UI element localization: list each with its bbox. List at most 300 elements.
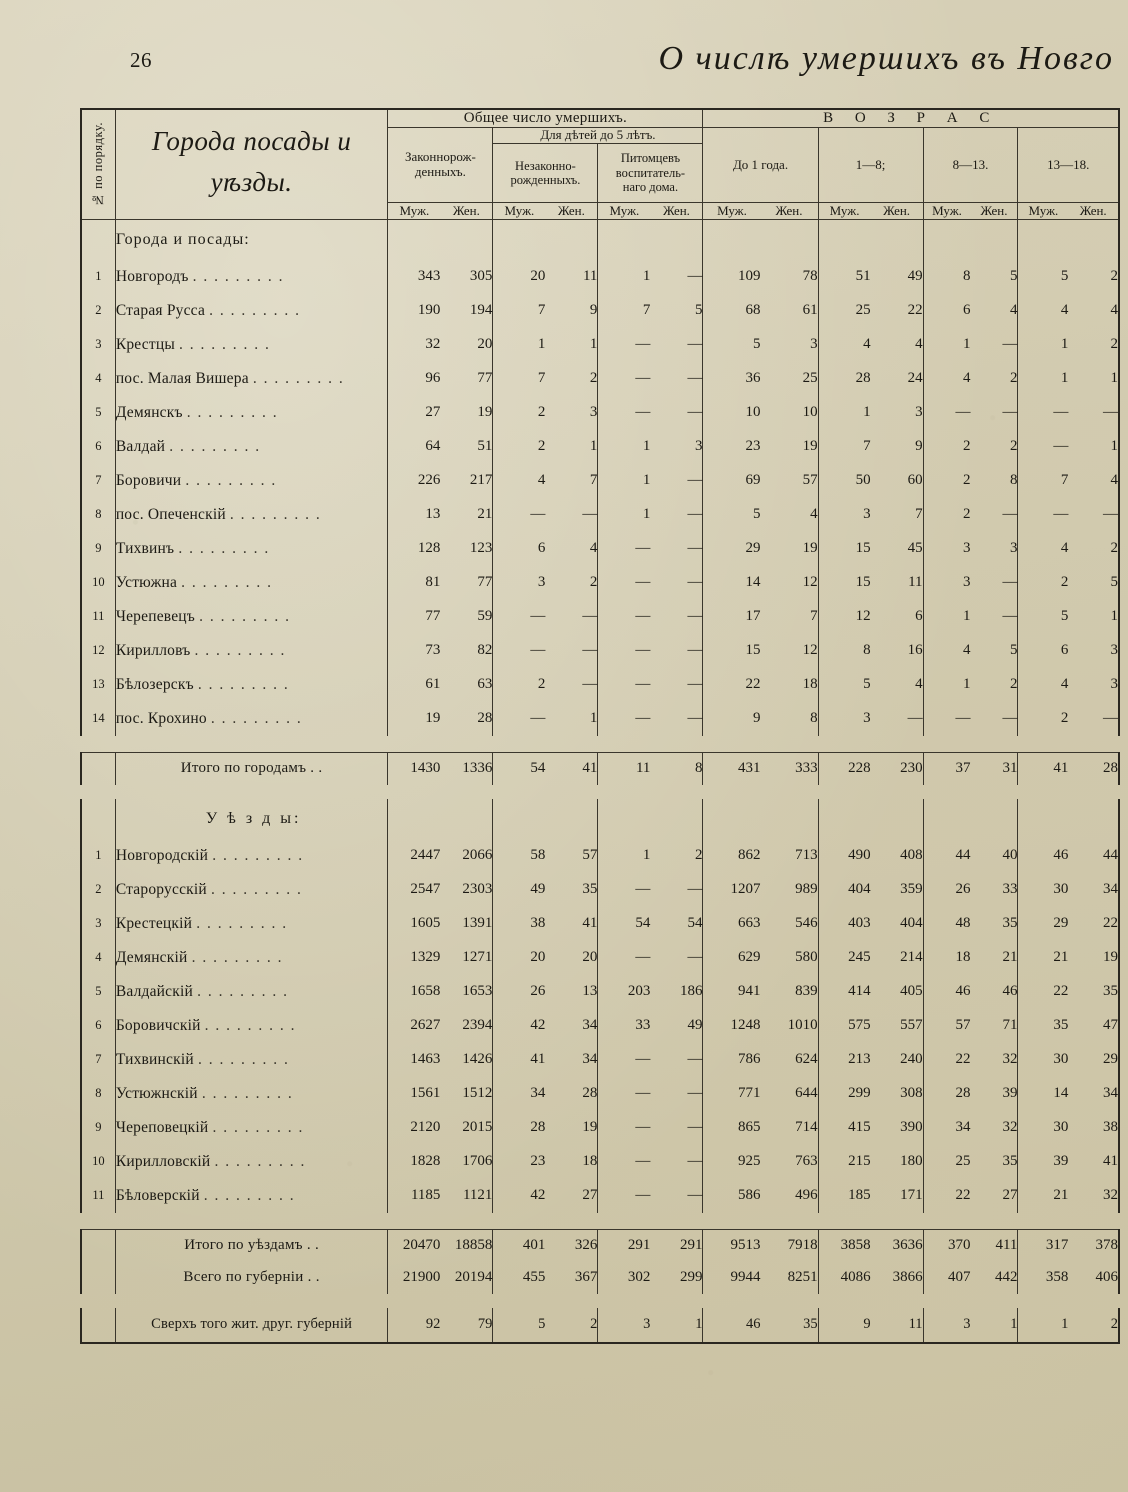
row-label: Крестецкій . . . . . . . . . (115, 907, 388, 941)
table-cell: 22 (923, 1043, 970, 1077)
table-cell: 367 (574, 1269, 598, 1286)
row-index: 12 (81, 634, 115, 668)
table-cell: 414 (818, 975, 871, 1009)
table-cell: 34 (1068, 873, 1119, 907)
col-legitimate-line1: Законнорож- (404, 149, 476, 165)
table-cell: 401 (493, 1229, 546, 1262)
table-cell: 1605 (388, 907, 441, 941)
table-cell: 21 (1018, 941, 1068, 975)
table-cell: 25 (818, 294, 871, 328)
row-index: 7 (81, 464, 115, 498)
table-cell: 14 (703, 566, 761, 600)
table-row[interactable] (81, 634, 1119, 668)
col-age-13-18-header: 13—18. (1018, 128, 1119, 203)
row-index: 3 (81, 328, 115, 362)
row-label: Черепевецъ . . . . . . . . . (115, 600, 388, 634)
table-cell: — (1068, 498, 1119, 532)
col-foundlings-line2: воспитатель- (615, 165, 686, 180)
table-cell: 713 (795, 847, 818, 864)
table-row[interactable] (81, 294, 1119, 328)
section-empty-cell (761, 799, 819, 839)
table-cell: 49 (493, 873, 546, 907)
subheader-8-13-male: Муж. (923, 202, 970, 219)
table-row[interactable] (81, 328, 1119, 362)
table-cell: 26 (923, 873, 970, 907)
table-cell: 35 (1002, 1153, 1018, 1170)
table-cell: 7 (1018, 464, 1068, 498)
section-towns-label: Города и посады: (115, 219, 388, 260)
table-cell: 77 (477, 574, 493, 591)
table-cell: 41 (1018, 752, 1068, 785)
table-cell: — (687, 676, 703, 693)
table-cell: 2 (923, 430, 970, 464)
table-cell: 77 (388, 600, 441, 634)
row-label: Демянскій . . . . . . . . . (115, 941, 388, 975)
running-head: О числѣ умершихъ въ Новго (658, 40, 1114, 77)
subheader-legit-male: Муж. (388, 202, 441, 219)
col-illegitimate-line1: Незаконно- (515, 158, 576, 173)
table-cell: 925 (703, 1145, 761, 1179)
section-empty-cell (440, 799, 493, 839)
leader-dots: . . . . . . . . . (210, 709, 303, 727)
page-number: 26 (130, 48, 152, 72)
table-cell: 15 (818, 566, 871, 600)
table-cell: 19 (582, 1119, 598, 1136)
row-spacer (81, 736, 1119, 753)
table-cell: 3 (818, 702, 871, 736)
table-row[interactable] (81, 396, 1119, 430)
table-cell: 29 (1068, 1043, 1119, 1077)
row-label: Устюжна . . . . . . . . . (115, 566, 388, 600)
table-cell: 370 (923, 1229, 970, 1262)
leader-dots: . . . . . . . . . (214, 1152, 306, 1170)
section-empty-cell (923, 219, 970, 260)
table-cell: 47 (1068, 1009, 1119, 1043)
table-cell: 28 (818, 362, 871, 396)
corner-title-cell (115, 109, 388, 219)
table-cell: — (493, 634, 546, 668)
subheader-1-8-male: Муж. (818, 202, 871, 219)
table-cell: 35 (1018, 1009, 1068, 1043)
table-cell: 3 (1009, 540, 1018, 557)
table-cell: 9 (818, 1308, 871, 1343)
table-cell: 4 (493, 464, 546, 498)
table-row[interactable] (81, 907, 1119, 941)
table-cell: — (1002, 574, 1018, 591)
table-cell: 46 (703, 1308, 761, 1343)
table-cell: 1426 (462, 1051, 493, 1068)
table-cell: 24 (907, 370, 923, 387)
leader-dots: . . . . . . . . . (229, 505, 322, 523)
table-cell: — (1002, 710, 1018, 727)
row-index: 5 (81, 396, 115, 430)
table-cell: 214 (900, 949, 923, 966)
table-cell: 291 (598, 1229, 651, 1262)
table-cell: 7 (598, 294, 651, 328)
table-cell: 2 (1018, 702, 1068, 736)
table-cell: 49 (687, 1017, 703, 1034)
table-cell: — (598, 668, 651, 702)
table-cell: 12 (818, 600, 871, 634)
table-cell: 15 (703, 634, 761, 668)
table-cell: 1207 (703, 873, 761, 907)
subheader-8-13-female: Жен. (971, 202, 1018, 219)
table-cell: 18 (582, 1153, 598, 1170)
section-empty-cell (761, 219, 819, 260)
table-cell: 299 (818, 1077, 871, 1111)
table-cell: 54 (687, 915, 703, 932)
table-cell: 21 (1002, 949, 1018, 966)
section-empty-cell (598, 799, 651, 839)
table-cell: — (598, 328, 651, 362)
group-header-children-under5: Для дѣтей до 5 лѣтъ. (493, 128, 703, 144)
table-cell: 123 (469, 540, 493, 557)
table-cell: 4 (1068, 294, 1119, 328)
table-cell: 406 (1068, 1262, 1119, 1294)
row-label: Тихвинскій . . . . . . . . . (115, 1043, 388, 1077)
leader-dots: . . . . . . . . . (210, 880, 303, 898)
table-cell: 1010 (787, 1017, 818, 1034)
table-cell: 20 (493, 941, 546, 975)
table-row[interactable] (81, 260, 1119, 294)
index-header-cell (81, 109, 115, 219)
table-cell: 3 (1068, 634, 1119, 668)
table-row[interactable] (81, 941, 1119, 975)
table-cell: 16 (907, 642, 923, 659)
table-cell: 3866 (892, 1269, 923, 1286)
group-header-age: В О З Р А С (703, 109, 1119, 128)
table-cell: 33 (598, 1009, 651, 1043)
table-cell: 6 (923, 294, 970, 328)
corner-title (116, 115, 388, 215)
table-cell: 3858 (818, 1229, 871, 1262)
table-cell: — (687, 608, 703, 625)
row-index: 10 (81, 566, 115, 600)
row-index: 9 (81, 532, 115, 566)
table-cell: 37 (923, 752, 970, 785)
table-cell: 4 (589, 540, 598, 557)
table-cell: 291 (650, 1229, 703, 1262)
table-cell: 405 (900, 983, 923, 1000)
corner-title-line1: Города посады и (151, 125, 352, 156)
table-cell: — (687, 336, 703, 353)
table-cell: 48 (923, 907, 970, 941)
table-cell: 14 (1018, 1077, 1068, 1111)
table-cell: 1336 (440, 752, 493, 785)
table-cell: 4 (818, 328, 871, 362)
table-cell: 12 (802, 642, 818, 659)
table-cell: — (493, 498, 546, 532)
table-row[interactable] (81, 464, 1119, 498)
table-cell: 71 (1002, 1017, 1018, 1034)
table-cell: 64 (388, 430, 441, 464)
table-cell: 1 (650, 1308, 703, 1343)
table-cell: 2 (1009, 438, 1018, 455)
table-cell: — (598, 532, 651, 566)
leader-dots: . . . . . . . . . (196, 914, 288, 932)
table-cell: 839 (795, 983, 818, 1000)
col-legitimate-header (388, 128, 493, 203)
table-cell: 22 (907, 302, 923, 319)
leader-dots: . . . . . . . . . (178, 539, 270, 557)
corner-title-line2: уѣзды. (210, 167, 293, 198)
table-cell: 59 (477, 608, 493, 625)
table-cell: 305 (469, 268, 493, 285)
table-cell: 557 (900, 1017, 923, 1034)
table-cell: 358 (1018, 1262, 1068, 1294)
section-empty-cell (703, 799, 761, 839)
table-cell: 7 (818, 430, 871, 464)
table-cell: 34 (582, 1051, 598, 1068)
row-index: 5 (81, 975, 115, 1009)
table-cell: 1512 (462, 1085, 493, 1102)
row-label: Тихвинъ . . . . . . . . . (115, 532, 388, 566)
extra-index-cell (81, 1308, 115, 1343)
table-cell: 18858 (440, 1229, 493, 1262)
table-row[interactable] (81, 362, 1119, 396)
table-cell: 1329 (388, 941, 441, 975)
table-cell: 415 (818, 1111, 871, 1145)
table-row[interactable] (81, 1077, 1119, 1111)
table-cell: 1 (598, 839, 651, 873)
table-row[interactable] (81, 1009, 1119, 1043)
table-cell: 407 (923, 1262, 970, 1294)
leader-dots: . . . . . . . . . (252, 369, 345, 387)
table-cell: 4 (1018, 532, 1068, 566)
table-cell: 23 (493, 1145, 546, 1179)
table-row[interactable] (81, 532, 1119, 566)
table-cell: — (1018, 498, 1068, 532)
table-cell: 11 (598, 752, 651, 785)
total-towns-label: Итого по городамъ . . (115, 752, 388, 785)
table-cell: 1561 (388, 1077, 441, 1111)
leader-dots: . . . . . . . . . (197, 982, 289, 1000)
table-row[interactable] (81, 668, 1119, 702)
table-cell: 2447 (388, 839, 441, 873)
table-cell: 4 (915, 676, 923, 693)
table-cell: 109 (703, 260, 761, 294)
section-empty-cell (388, 799, 441, 839)
row-label: Череповецкій . . . . . . . . . (115, 1111, 388, 1145)
row-index: 10 (81, 1145, 115, 1179)
section-empty-cell (493, 219, 546, 260)
row-label: Бѣлозерскъ . . . . . . . . . (115, 668, 388, 702)
col-age-under1-header: До 1 года. (703, 128, 818, 203)
table-cell: 240 (900, 1051, 923, 1068)
table-cell: 9 (703, 702, 761, 736)
table-cell: 34 (493, 1077, 546, 1111)
table-row[interactable] (81, 498, 1119, 532)
table-cell: 81 (388, 566, 441, 600)
row-label: Боровичи . . . . . . . . . (115, 464, 388, 498)
section-index-cell (81, 219, 115, 260)
table-cell: 1391 (462, 915, 493, 932)
leader-dots: . . . . . . . . . (212, 1118, 304, 1136)
table-cell: 1 (493, 328, 546, 362)
section-empty-cell (971, 219, 1018, 260)
table-cell: 9 (915, 438, 923, 455)
table-cell: 411 (971, 1229, 1018, 1262)
table-cell: 96 (388, 362, 441, 396)
row-label: пос. Крохино . . . . . . . . . (115, 702, 388, 736)
row-index: 1 (81, 839, 115, 873)
table-row[interactable] (81, 702, 1119, 736)
section-empty-cell (818, 219, 871, 260)
table-cell: 3 (694, 438, 703, 455)
table-row[interactable] (81, 1145, 1119, 1179)
table-cell: 8251 (787, 1269, 818, 1286)
table-cell: — (1002, 336, 1018, 353)
table-cell: 2 (1068, 1308, 1119, 1343)
table-cell: — (687, 540, 703, 557)
table-cell: 54 (493, 752, 546, 785)
table-cell: 1 (923, 600, 970, 634)
row-label: Крестцы . . . . . . . . . (115, 328, 388, 362)
table-cell: 38 (1068, 1111, 1119, 1145)
total-index-cell (81, 752, 115, 785)
table-cell: 4 (923, 634, 970, 668)
table-cell: 2 (923, 498, 970, 532)
table-cell: 2 (589, 370, 598, 387)
table-row[interactable] (81, 1043, 1119, 1077)
index-header-label: № по порядку. (90, 121, 105, 207)
table-cell: 2394 (462, 1017, 493, 1034)
table-cell: 11 (582, 268, 598, 285)
table-row[interactable] (81, 1179, 1119, 1213)
table-cell: 359 (900, 881, 923, 898)
table-cell: 3 (598, 1308, 651, 1343)
section-empty-cell (598, 219, 651, 260)
table-cell: 2627 (388, 1009, 441, 1043)
table-cell: 10 (802, 404, 818, 421)
leader-dots: . . . . . . . . . (201, 1084, 294, 1102)
table-cell: 2120 (388, 1111, 441, 1145)
table-cell: — (582, 642, 598, 659)
table-cell: 455 (493, 1262, 546, 1294)
table-cell: 203 (598, 975, 651, 1009)
table-cell: 3 (923, 532, 970, 566)
total-province-label: Всего по губерніи . . (115, 1262, 388, 1294)
table-cell: 42 (493, 1009, 546, 1043)
table-cell: 404 (818, 873, 871, 907)
table-cell: 5 (1018, 260, 1068, 294)
table-row[interactable] (81, 839, 1119, 873)
table-cell: 403 (818, 907, 871, 941)
table-cell: 3636 (871, 1229, 924, 1262)
col-foundlings-header (598, 143, 703, 202)
table-cell: 7 (915, 506, 923, 523)
table-cell: 41 (1068, 1145, 1119, 1179)
table-cell: 862 (703, 839, 761, 873)
col-age-1-8-header: 1—8; (818, 128, 923, 203)
table-cell: 5 (1068, 566, 1119, 600)
table-cell: 1653 (462, 983, 493, 1000)
table-cell: — (1002, 608, 1018, 625)
leader-dots: . . . . . . . . . (181, 573, 273, 591)
row-label: пос. Малая Вишера . . . . . . . . . (115, 362, 388, 396)
table-cell: 46 (923, 975, 970, 1009)
leader-dots: . . . . . . . . . (197, 1050, 290, 1068)
table-cell: 2 (1068, 260, 1119, 294)
table-cell: 19 (477, 404, 493, 421)
row-index: 2 (81, 873, 115, 907)
col-foundlings-line1: Питомцевъ (620, 151, 681, 166)
subheader-under1-female: Жен. (761, 202, 819, 219)
table-cell: — (1068, 396, 1119, 430)
table-cell: 5 (493, 1308, 546, 1343)
row-label: Кирилловъ . . . . . . . . . (115, 634, 388, 668)
table-cell: 28 (582, 1085, 598, 1102)
table-cell: 35 (761, 1308, 819, 1343)
table-row[interactable] (81, 566, 1119, 600)
table-cell: 13 (388, 498, 441, 532)
table-cell: 171 (900, 1187, 923, 1204)
table-cell: 2 (1068, 532, 1119, 566)
table-cell: 217 (469, 472, 493, 489)
table-cell: 60 (907, 472, 923, 489)
table-cell: 2 (493, 668, 546, 702)
table-cell: 50 (818, 464, 871, 498)
table-row[interactable] (81, 975, 1119, 1009)
table-cell: — (598, 1043, 651, 1077)
table-cell: — (582, 676, 598, 693)
table-cell: 4 (810, 506, 818, 523)
table-cell: 28 (923, 1077, 970, 1111)
table-cell: — (687, 472, 703, 489)
table-cell: 575 (818, 1009, 871, 1043)
table-cell: 26 (493, 975, 546, 1009)
table-cell: — (582, 608, 598, 625)
table-cell: 771 (703, 1077, 761, 1111)
table-cell: — (598, 1077, 651, 1111)
table-cell: 333 (761, 752, 819, 785)
section-empty-cell (493, 799, 546, 839)
table-cell: 6 (493, 532, 546, 566)
table-cell: 302 (598, 1262, 651, 1294)
table-cell: — (687, 506, 703, 523)
table-cell: 2 (589, 574, 598, 591)
table-cell: 180 (900, 1153, 923, 1170)
section-uezdy-label: У ѣ з д ы: (115, 799, 388, 839)
table-cell: 3 (923, 566, 970, 600)
table-cell: 2 (694, 847, 703, 864)
table-cell: 29 (1018, 907, 1068, 941)
statistics-table-container (80, 108, 1120, 1344)
table-cell: 7 (493, 294, 546, 328)
table-cell: 20 (582, 949, 598, 966)
row-index: 11 (81, 1179, 115, 1213)
table-row[interactable] (81, 430, 1119, 464)
table-row[interactable] (81, 873, 1119, 907)
table-cell: 18 (923, 941, 970, 975)
table-cell: 408 (900, 847, 923, 864)
table-cell: 35 (582, 881, 598, 898)
table-cell: — (687, 268, 703, 285)
table-row[interactable] (81, 1111, 1119, 1145)
table-cell: 1463 (388, 1043, 441, 1077)
table-cell: 8 (650, 752, 703, 785)
row-spacer (81, 785, 1119, 799)
table-row[interactable] (81, 600, 1119, 634)
table-cell: 6 (1018, 634, 1068, 668)
table-cell: 1706 (462, 1153, 493, 1170)
table-cell: 1 (598, 498, 651, 532)
table-cell: 82 (477, 642, 493, 659)
table-cell: 46 (1002, 983, 1018, 1000)
table-cell: 20 (493, 260, 546, 294)
table-cell: — (598, 702, 651, 736)
total-index-cell (81, 1262, 115, 1294)
